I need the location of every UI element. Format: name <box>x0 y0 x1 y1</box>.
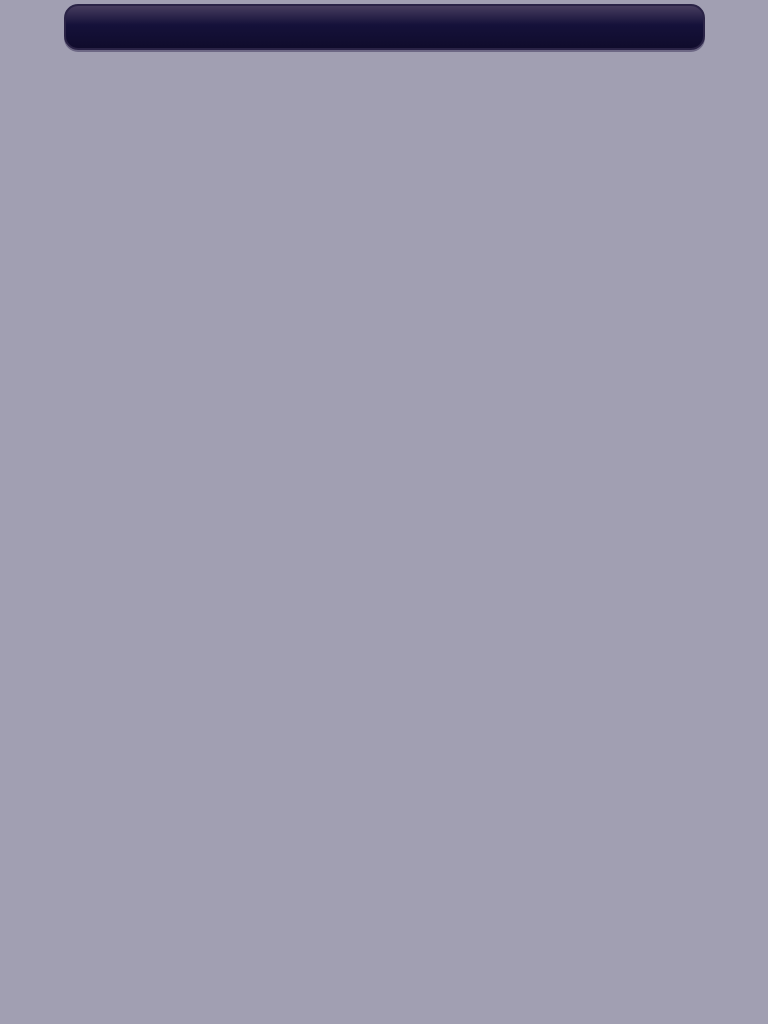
article-body <box>35 104 732 964</box>
header-banner <box>64 4 705 50</box>
intro-paragraph <box>78 54 666 100</box>
closing-paragraph <box>35 982 732 1020</box>
footer-link[interactable] <box>35 966 480 978</box>
